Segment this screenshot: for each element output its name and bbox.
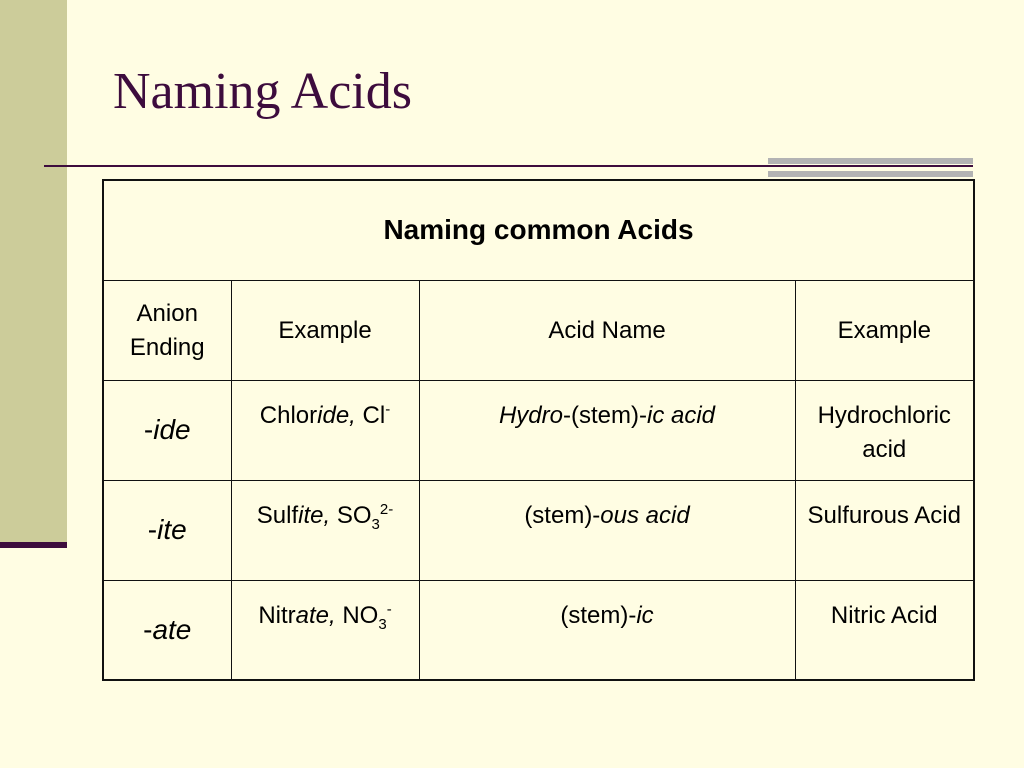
anion-ending-cell: -ite xyxy=(103,480,231,580)
table-row xyxy=(103,380,974,480)
side-band xyxy=(0,0,67,545)
header-anion-ending: Anion Ending xyxy=(103,280,231,380)
anion-example-cell: Nitrate, $NO_3^-$ xyxy=(231,580,419,680)
anion-example-cell: Sulfite, $SO_3^{2-}$ xyxy=(231,480,419,580)
table-caption-row xyxy=(103,180,974,280)
table-row xyxy=(103,480,974,580)
acid-naming-table xyxy=(102,179,975,681)
gray-accent-bars xyxy=(768,158,973,177)
acid-name-cell: Hydro-(stem)-ic acid xyxy=(419,380,795,480)
anion-example-cell: Chloride, Cl- xyxy=(231,380,419,480)
anion-ending-cell: -ide xyxy=(103,380,231,480)
anion-ending-cell: -ate xyxy=(103,580,231,680)
header-example: Example xyxy=(231,280,419,380)
header-acid-example: Example xyxy=(795,280,974,380)
table-row xyxy=(103,580,974,680)
acid-name-cell: (stem)-ic xyxy=(419,580,795,680)
acid-example-cell: Sulfurous Acid xyxy=(795,480,974,580)
table-caption: Naming common Acids xyxy=(103,180,974,280)
slide-title: Naming Acids xyxy=(113,63,412,120)
acid-name-cell: (stem)-ous acid xyxy=(419,480,795,580)
header-acid-name: Acid Name xyxy=(419,280,795,380)
acid-example-cell: Hydrochloric acid xyxy=(795,380,974,480)
table-header-row xyxy=(103,280,974,380)
acid-example-cell: Nitric Acid xyxy=(795,580,974,680)
side-accent-bar xyxy=(0,542,67,548)
